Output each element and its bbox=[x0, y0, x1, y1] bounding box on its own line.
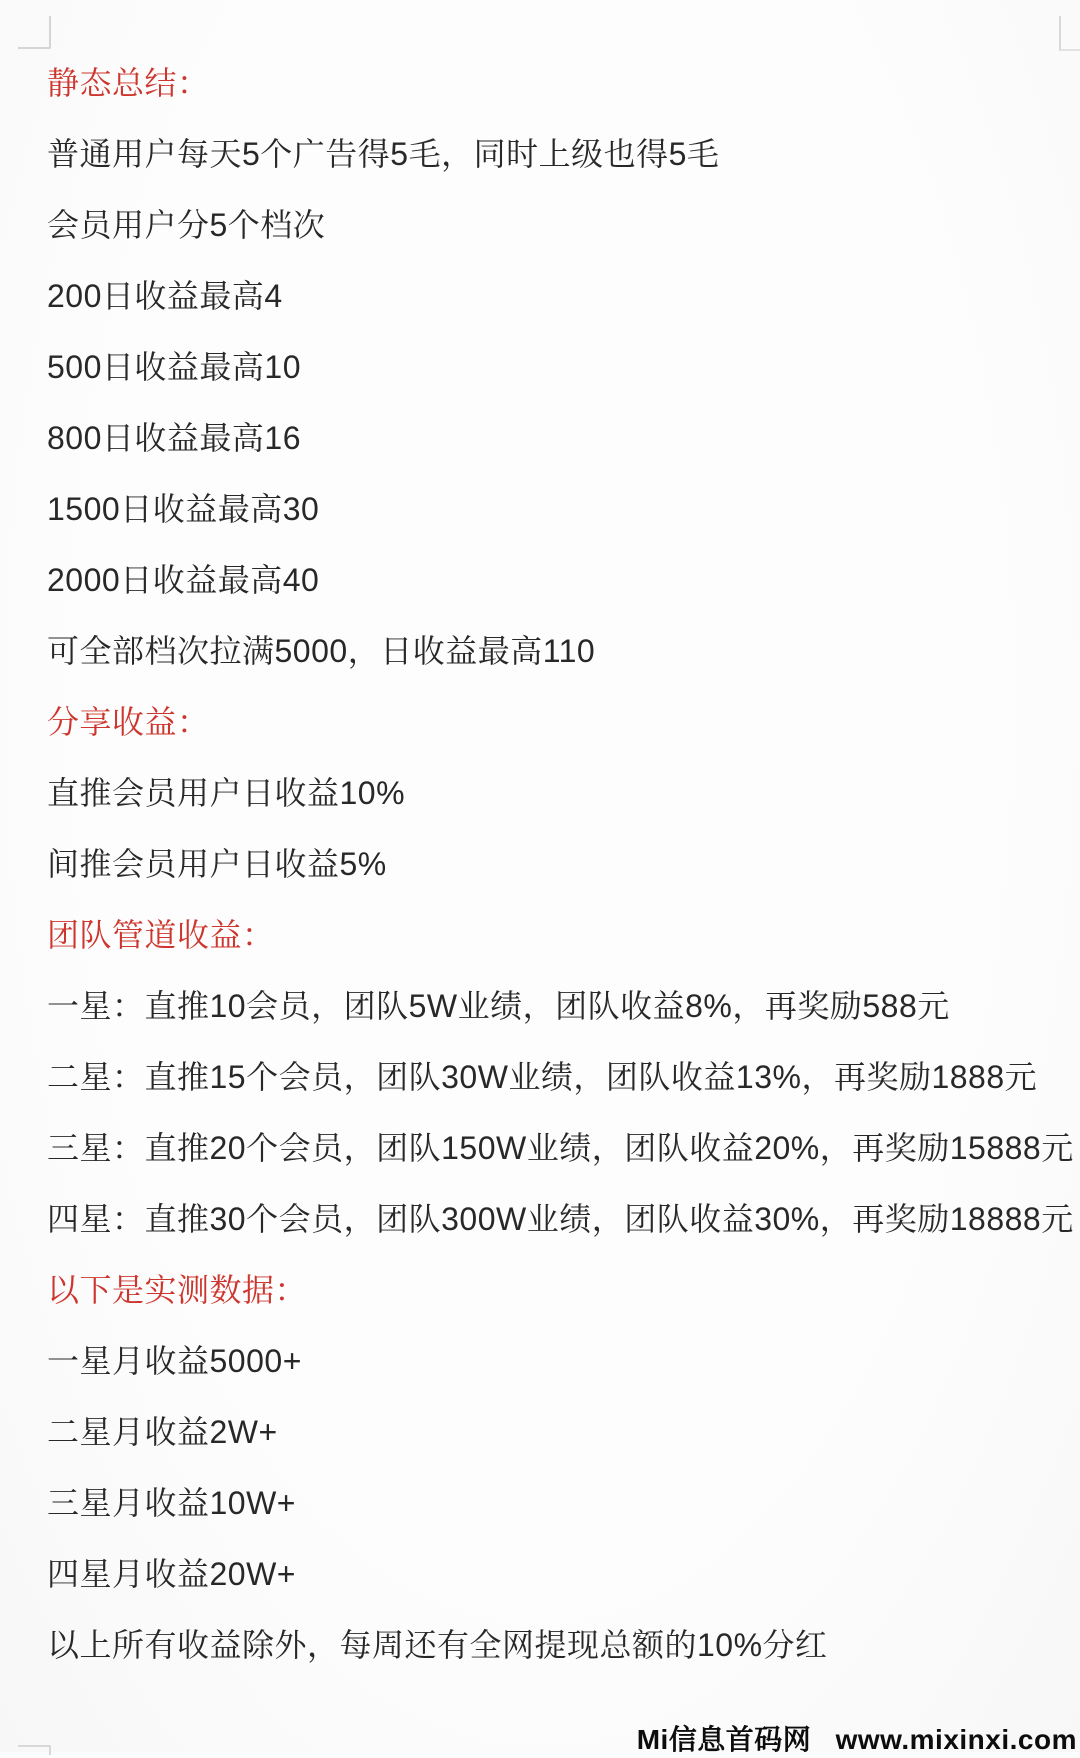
section-heading: 分享收益： bbox=[47, 704, 210, 740]
page-corner-mark-top-left bbox=[18, 16, 51, 49]
body-line: 三星：直推20个会员，团队150W业绩，团队收益20%，再奖励15888元 bbox=[47, 1130, 1074, 1166]
body-line: 间推会员用户日收益5% bbox=[47, 846, 387, 882]
body-line: 2000日收益最高40 bbox=[47, 562, 320, 598]
body-line: 二星月收益2W+ bbox=[47, 1414, 278, 1450]
body-line: 直推会员用户日收益10% bbox=[47, 775, 406, 811]
body-line: 会员用户分5个档次 bbox=[47, 207, 326, 243]
body-line: 普通用户每天5个广告得5毛，同时上级也得5毛 bbox=[47, 136, 720, 172]
body-line: 四星：直推30个会员，团队300W业绩，团队收益30%，再奖励18888元 bbox=[47, 1201, 1074, 1237]
body-line: 三星月收益10W+ bbox=[47, 1485, 296, 1521]
body-line: 500日收益最高10 bbox=[47, 349, 301, 385]
body-line: 二星：直推15个会员，团队30W业绩，团队收益13%，再奖励1888元 bbox=[47, 1059, 1038, 1095]
page-corner-mark-bottom-left bbox=[18, 1745, 51, 1755]
document-body bbox=[47, 48, 1074, 1681]
watermark-site-name: Mi信息首码网 bbox=[636, 1724, 812, 1755]
section-heading: 静态总结： bbox=[47, 65, 210, 101]
body-line: 800日收益最高16 bbox=[47, 420, 301, 456]
watermark bbox=[637, 1718, 1077, 1758]
section-heading: 团队管道收益： bbox=[47, 917, 275, 953]
body-line: 1500日收益最高30 bbox=[47, 491, 320, 527]
body-line: 200日收益最高4 bbox=[47, 278, 283, 314]
watermark-site-url: www.mixinxi.com bbox=[835, 1724, 1077, 1755]
page-corner-mark-top-right bbox=[1059, 16, 1080, 51]
body-line: 可全部档次拉满5000，日收益最高110 bbox=[47, 633, 596, 669]
section-heading: 以下是实测数据： bbox=[47, 1272, 308, 1308]
body-line: 以上所有收益除外，每周还有全网提现总额的10%分红 bbox=[47, 1627, 828, 1663]
body-line: 四星月收益20W+ bbox=[47, 1556, 296, 1592]
body-line: 一星：直推10会员，团队5W业绩，团队收益8%，再奖励588元 bbox=[47, 988, 950, 1024]
body-line: 一星月收益5000+ bbox=[47, 1343, 302, 1379]
